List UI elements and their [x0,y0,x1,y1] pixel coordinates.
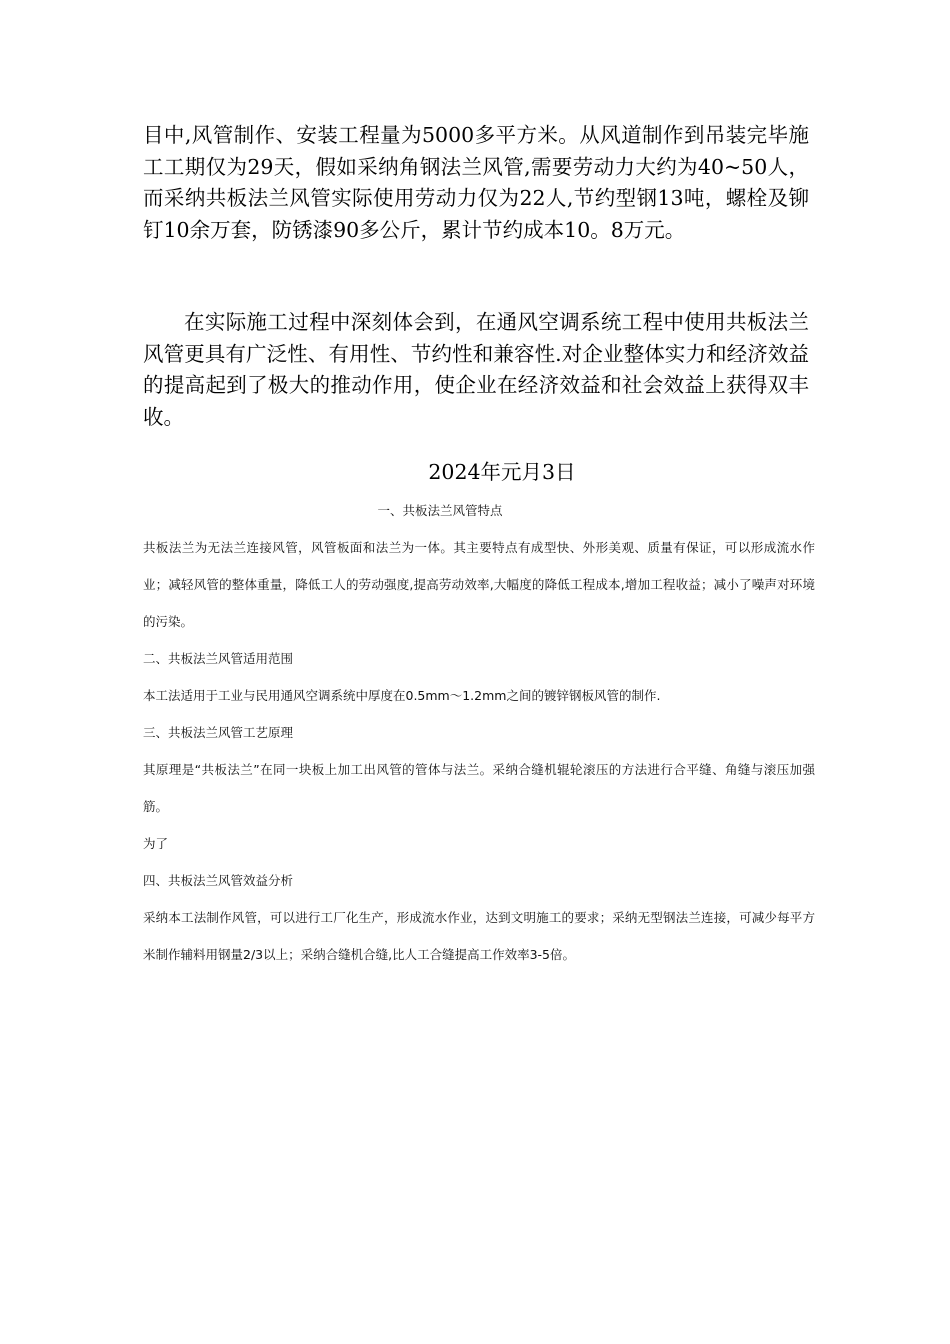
section-body-benefit: 采纳本工法制作风管，可以进行工厂化生产，形成流水作业，达到文明施工的要求；采纳无型钢法兰连接，可减少每平方米制作辅料用钢量2/3以上；采纳合缝机合缝,比人工合缝提高工作效率3-5倍。 [143,910,815,962]
body-paragraph-conclusion: 在实际施工过程中深刻体会到，在通风空调系统工程中使用共板法兰风管更具有广泛性、有用性、节约性和兼容性.对企业整体实力和经济效益的提高起到了极大的推动作用，使企业在经济效益和社会效益上获得双丰收。 [143,310,809,429]
section-body-principle: 其原理是“共板法兰”在同一块板上加工出风管的管体与法兰。采纳合缝机辊轮滚压的方法进行合平缝、角缝与滚压加强筋。 [143,762,815,814]
section-body-fragment: 为了 [143,836,169,851]
section-heading-benefit: 四、共板法兰风管效益分析 [143,873,294,888]
section-body-features: 共板法兰为无法兰连接风管，风管板面和法兰为一体。其主要特点有成型快、外形美观、质量有保证，可以形成流水作业；减轻风管的整体重量，降低工人的劳动强度,提高劳动效率,大幅度的降低工程成本,增加工程收益；减小了噪声对环境的污染。 [143,540,815,629]
section-heading-principle: 三、共板法兰风管工艺原理 [143,725,294,740]
body-paragraph-cost-savings: 目中,风管制作、安装工程量为5000多平方米。从风道制作到吊装完毕施工工期仅为29天，假如采纳角钢法兰风管,需要劳动力大约为40~50人，而采纳共板法兰风管实际使用劳动力仅为22人,节约型钢13吨，螺栓及铆钉10余万套，防锈漆90多公斤，累计节约成本10。8万元。 [143,123,809,242]
section-heading-scope: 二、共板法兰风管适用范围 [143,651,294,666]
section-heading-features: 一、共板法兰风管特点 [377,503,503,518]
document-date: 2024年元月3日 [428,460,576,484]
section-body-scope: 本工法适用于工业与民用通风空调系统中厚度在0.5mm～1.2mm之间的镀锌钢板风管的制作. [143,688,661,703]
